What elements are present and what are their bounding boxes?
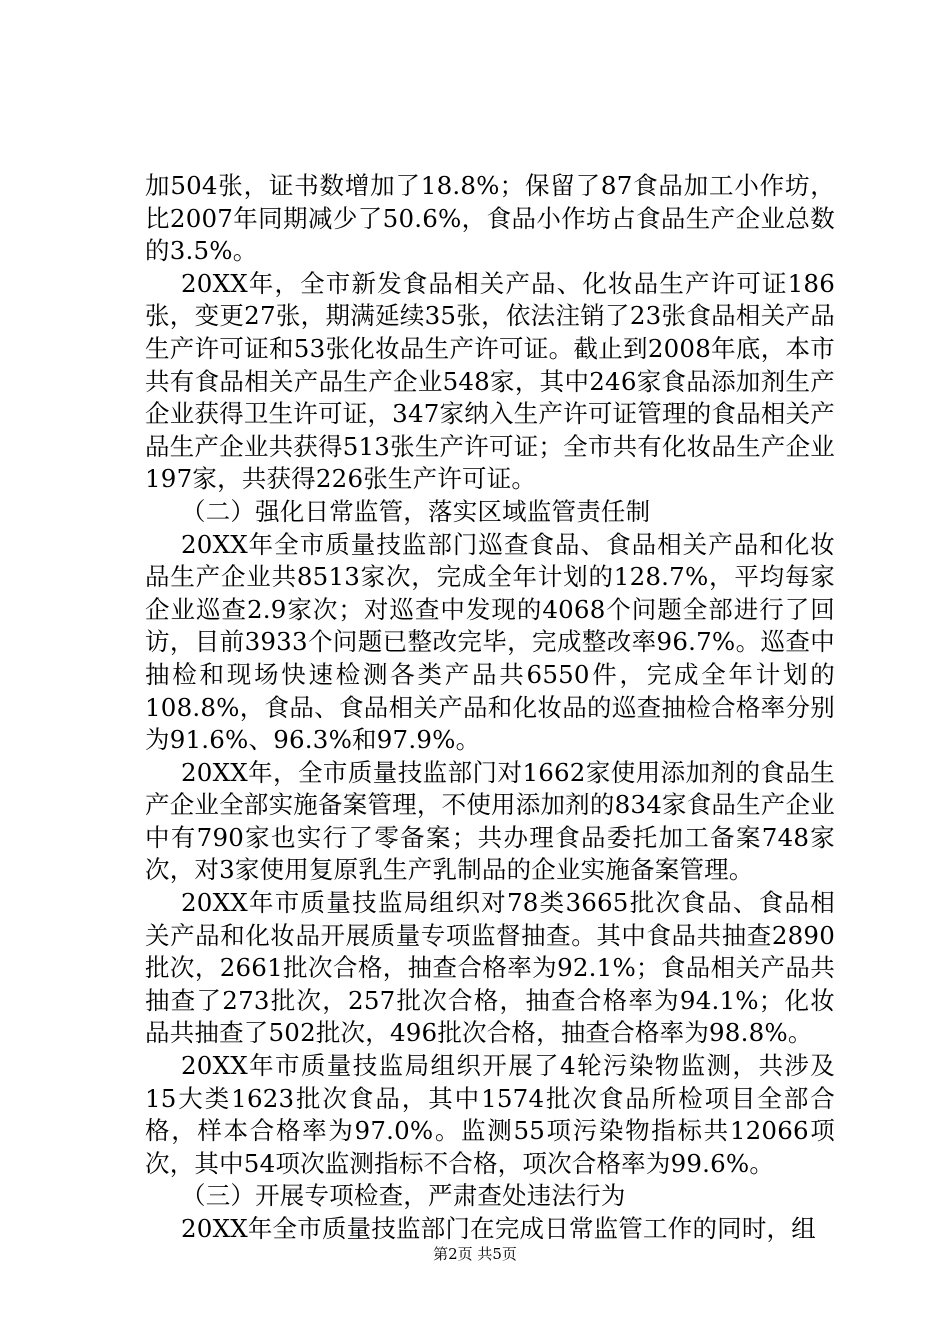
section-heading-2: （二）强化日常监管，落实区域监管责任制 [181, 496, 651, 526]
paragraph-6: 20XX年市质量技监局组织开展了4轮污染物监测，共涉及15大类1623批次食品，其中1574批次食品所检项目全部合格，样本合格率为97.0%。监测55项污染物指标共12066项次，其中54项次监测指标不合格，项次合格率为99.6%。 [145, 1051, 835, 1178]
paragraph-7: 20XX年全市质量技监部门在完成日常监管工作的同时，组 [181, 1214, 816, 1243]
paragraph-3: 20XX年全市质量技监部门巡查食品、食品相关产品和化妆品生产企业共8513家次，完成全年计划的128.7%，平均每家企业巡查2.9家次；对巡查中发现的4068个问题全部进行了回访，目前3933个问题已整改完毕，完成整改率96.7%。巡查中抽检和现场快速检测各类产品共6550件，完成全年计划的108.8%，食品、食品相关产品和化妆品的巡查抽检合格率分别为91.6%、96.3%和97.9%。 [145, 529, 835, 755]
section-heading-3: （三）开展专项检查，严肃查处违法行为 [181, 1181, 626, 1211]
paragraph-5: 20XX年市质量技监局组织对78类3665批次食品、食品相关产品和化妆品开展质量专项监督抽查。其中食品共抽查2890批次，2661批次合格，抽查合格率为92.1%；食品相关产品共抽查了273批次，257批次合格，抽查合格率为94.1%；化妆品共抽查了502批次，496批次合格，抽查合格率为98.8%。 [145, 888, 835, 1048]
paragraph-2: 20XX年，全市新发食品相关产品、化妆品生产许可证186张，变更27张，期满延续35张，依法注销了23张食品相关产品生产许可证和53张化妆品生产许可证。截止到2008年底，本市共有食品相关产品生产企业548家，其中246家食品添加剂生产企业获得卫生许可证，347家纳入生产许可证管理的食品相关产品生产企业共获得513张生产许可证；全市共有化妆品生产企业197家，共获得226张生产许可证。 [145, 268, 835, 494]
paragraph-1: 加504张，证书数增加了18.8%；保留了87食品加工小作坊，比2007年同期减少了50.6%，食品小作坊占食品生产企业总数的3.5%。 [145, 171, 835, 266]
document-body [145, 170, 835, 1246]
page-footer: 第2页 共5页 [433, 1245, 517, 1263]
paragraph-4: 20XX年，全市质量技监部门对1662家使用添加剂的食品生产企业全部实施备案管理，不使用添加剂的834家食品生产企业中有790家也实行了零备案；共办理食品委托加工备案748家次，对3家使用复原乳生产乳制品的企业实施备案管理。 [145, 757, 835, 885]
